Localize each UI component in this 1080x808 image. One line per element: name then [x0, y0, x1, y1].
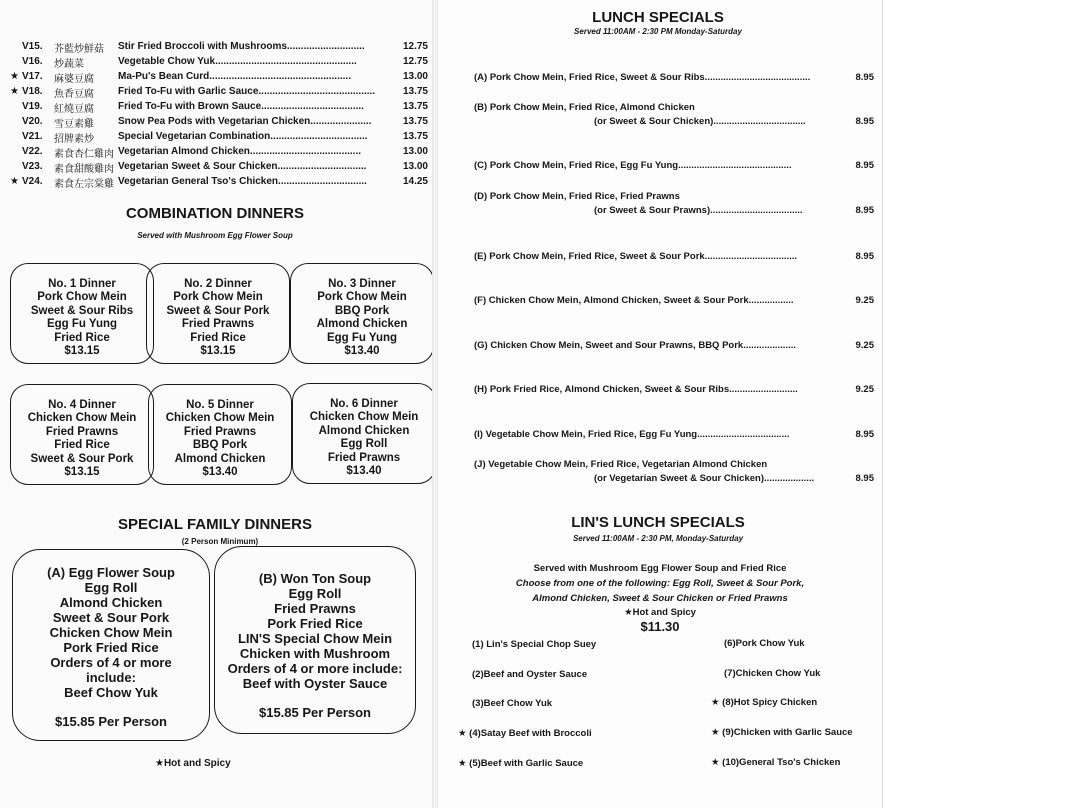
- combo-line: BBQ Pork: [192, 439, 248, 452]
- lunch-specials-subtitle: Served 11:00AM - 2:30 PM Monday-Saturday: [574, 27, 742, 36]
- dish-name: Special Vegetarian Combination...................................: [118, 131, 368, 142]
- list-item: [8, 176, 430, 191]
- combo-line: Fried Prawns: [183, 425, 257, 438]
- dish-price: 13.00: [402, 146, 428, 157]
- lins-served-with: Served with Mushroom Egg Flower Soup and Fried Rice: [533, 563, 787, 574]
- combo-card-1: [10, 263, 154, 364]
- combo-line: Fried Prawns: [327, 451, 401, 464]
- list-item: (7)Chicken Chow Yuk: [724, 668, 821, 679]
- dish-price: 13.00: [402, 161, 428, 172]
- family-line: Orders of 4 or more: [50, 655, 172, 670]
- combo-card-6: [292, 383, 432, 484]
- chinese-name: 紅燒豆腐: [54, 104, 94, 115]
- item-code: V18.: [22, 86, 43, 97]
- combo-price: $13.40: [346, 465, 382, 478]
- dish-price: 13.75: [402, 86, 428, 97]
- combo-line: Egg Roll: [340, 438, 388, 451]
- combo-line: Chicken Chow Mein: [27, 412, 137, 425]
- combo-line: Pork Chow Mein: [317, 291, 407, 304]
- combo-card-2: [146, 263, 290, 364]
- dish-name: Ma-Pu's Bean Curd...................................................: [118, 71, 351, 82]
- family-line: Pork Fried Rice: [63, 640, 159, 655]
- combo-line: BBQ Pork: [334, 304, 390, 317]
- lunch-item-text-line2: (or Vegetarian Sweet & Sour Chicken)...................: [594, 473, 815, 484]
- dish-name: Snow Pea Pods with Vegetarian Chicken......................: [118, 116, 372, 127]
- lunch-item-price: 9.25: [855, 295, 874, 306]
- chinese-name: 素食甜酸雞肉: [54, 164, 114, 175]
- family-line: Chicken Chow Mein: [49, 625, 173, 640]
- lunch-item-price: 9.25: [855, 384, 874, 395]
- left-menu-page: [0, 0, 432, 808]
- combo-card-4: [10, 384, 154, 485]
- list-item: [8, 41, 430, 56]
- family-line: Egg Roll: [288, 586, 342, 601]
- lins-lunch-specials-subtitle: Served 11:00AM - 2:30 PM, Monday-Saturday: [572, 534, 744, 543]
- chinese-name: 芥藍炒鮮菇: [54, 44, 104, 55]
- hot-spicy-star-icon: ★: [10, 71, 19, 82]
- item-code: V22.: [22, 146, 43, 157]
- chinese-name: 麻婆豆腐: [54, 74, 94, 85]
- dish-name: Vegetarian Almond Chicken........................................: [118, 146, 362, 157]
- list-item: (1) Lin's Special Chop Suey: [472, 639, 597, 650]
- combo-card-3: [290, 263, 432, 364]
- family-line: Beef Chow Yuk: [64, 685, 158, 700]
- dish-price: 14.25: [402, 176, 428, 187]
- vegetable-list: [8, 41, 430, 191]
- list-item: (6)Pork Chow Yuk: [724, 638, 805, 649]
- lins-price: $11.30: [640, 619, 680, 634]
- family-line: Pork Fried Rice: [267, 616, 363, 631]
- page-edge: [882, 0, 883, 808]
- dish-price: 12.75: [402, 56, 428, 67]
- lunch-item-text: (H) Pork Fried Rice, Almond Chicken, Sweet & Sour Ribs..........................: [474, 384, 798, 395]
- lunch-item-price: 8.95: [855, 116, 874, 127]
- dish-price: 13.75: [402, 101, 428, 112]
- combo-card-5: [148, 384, 292, 485]
- list-item: [8, 116, 430, 131]
- lunch-item-price: 8.95: [855, 205, 874, 216]
- lunch-item-price: 8.95: [855, 160, 874, 171]
- dish-name: Fried To-Fu with Brown Sauce.....................................: [118, 101, 364, 112]
- dish-name: Vegetarian Sweet & Sour Chicken................................: [118, 161, 367, 172]
- combo-price: $13.15: [64, 466, 100, 479]
- combo-line: Fried Prawns: [45, 425, 119, 438]
- lunch-item-text-line2: (or Sweet & Sour Prawns)...................................: [594, 205, 803, 216]
- combo-line: Fried Rice: [190, 331, 246, 344]
- item-code: V24.: [22, 176, 43, 187]
- chinese-name: 招牌素炒: [54, 134, 94, 145]
- right-menu-page: [438, 0, 882, 808]
- list-item: [8, 86, 430, 101]
- dish-name: Vegetarian General Tso's Chicken................................: [118, 176, 367, 187]
- list-item: (2)Beef and Oyster Sauce: [472, 669, 588, 680]
- combo-price: $13.40: [202, 466, 238, 479]
- family-line: Sweet & Sour Pork: [52, 610, 170, 625]
- family-line: Almond Chicken: [59, 595, 163, 610]
- lunch-specials-title: LUNCH SPECIALS: [592, 9, 724, 26]
- lunch-item-text: (F) Chicken Chow Mein, Almond Chicken, Sweet & Sour Pork.................: [474, 295, 794, 306]
- combo-line: Chicken Chow Mein: [309, 411, 419, 424]
- combo-price: $13.15: [200, 345, 236, 358]
- family-line: (B) Won Ton Soup: [258, 571, 372, 586]
- list-item: [8, 161, 430, 176]
- combo-price: $13.15: [64, 345, 100, 358]
- lunch-item-price: 8.95: [855, 473, 874, 484]
- lunch-item-text: (J) Vegetable Chow Mein, Fried Rice, Vegetarian Almond Chicken: [474, 459, 768, 470]
- dish-name: Stir Fried Broccoli with Mushrooms............................: [118, 41, 365, 52]
- combination-dinners-title: COMBINATION DINNERS: [125, 205, 305, 222]
- family-line: Orders of 4 or more include:: [227, 661, 403, 676]
- chinese-name: 素食杏仁雞肉: [54, 149, 114, 160]
- combo-line: Egg Fu Yung: [326, 331, 398, 344]
- item-code: V17.: [22, 71, 43, 82]
- list-item: ★ (10)General Tso's Chicken: [711, 757, 841, 768]
- hot-spicy-star-icon: ★: [10, 176, 19, 187]
- list-item: [8, 131, 430, 146]
- combo-line: Almond Chicken: [174, 452, 266, 465]
- hot-spicy-legend: ★Hot and Spicy: [155, 758, 231, 769]
- chinese-name: 素食左宗棠雞: [54, 179, 114, 190]
- lunch-item-text: (I) Vegetable Chow Mein, Fried Rice, Egg Fu Yung...................................: [474, 429, 790, 440]
- family-line: Fried Prawns: [274, 601, 356, 616]
- combo-line: No. 6 Dinner: [330, 398, 398, 410]
- family-dinner-b: [214, 546, 416, 734]
- lunch-item-text: (E) Pork Chow Mein, Fried Rice, Sweet & Sour Pork...................................: [474, 251, 798, 262]
- family-price: $15.85 Per Person: [258, 705, 372, 720]
- family-dinner-a: [12, 549, 210, 741]
- family-line: (A) Egg Flower Soup: [47, 565, 175, 580]
- list-item: (3)Beef Chow Yuk: [472, 698, 553, 709]
- lunch-item-text: (A) Pork Chow Mein, Fried Rice, Sweet & Sour Ribs........................................: [474, 72, 811, 83]
- lins-choose-line-1: Choose from one of the following: Egg Roll, Sweet & Sour Pork,: [515, 578, 805, 589]
- dish-price: 12.75: [402, 41, 428, 52]
- family-line: Egg Roll: [84, 580, 138, 595]
- combo-price: $13.40: [344, 345, 380, 358]
- lunch-item-text: (B) Pork Chow Mein, Fried Rice, Almond Chicken: [474, 102, 695, 113]
- list-item: [8, 56, 430, 71]
- lunch-item-price: 8.95: [855, 429, 874, 440]
- combo-line: Fried Rice: [54, 331, 110, 344]
- family-line: include:: [86, 670, 136, 685]
- combo-line: No. 2 Dinner: [184, 278, 252, 290]
- item-code: V20.: [22, 116, 43, 127]
- combo-line: No. 5 Dinner: [186, 399, 254, 411]
- chinese-name: 魚香豆腐: [54, 89, 94, 100]
- lins-hot-spicy-legend: ★Hot and Spicy: [624, 607, 696, 618]
- combo-line: Sweet & Sour Pork: [30, 452, 134, 465]
- hot-spicy-star-icon: ★: [10, 86, 19, 97]
- dish-price: 13.75: [402, 131, 428, 142]
- lunch-item-price: 9.25: [855, 340, 874, 351]
- combo-line: Almond Chicken: [316, 318, 408, 331]
- family-dinners-title: SPECIAL FAMILY DINNERS: [118, 516, 312, 533]
- combo-line: Almond Chicken: [318, 424, 410, 437]
- item-code: V21.: [22, 131, 43, 142]
- lunch-item-text: (C) Pork Chow Mein, Fried Rice, Egg Fu Yung...........................................: [474, 160, 792, 171]
- list-item: ★ (9)Chicken with Garlic Sauce: [711, 727, 853, 738]
- family-line: LIN'S Special Chow Mein: [237, 631, 393, 646]
- list-item: [8, 101, 430, 116]
- dish-name: Vegetable Chow Yuk...................................................: [118, 56, 357, 67]
- combo-line: Egg Fu Yung: [46, 318, 118, 331]
- item-code: V23.: [22, 161, 43, 172]
- combo-line: Sweet & Sour Ribs: [30, 304, 134, 317]
- list-item: ★ (8)Hot Spicy Chicken: [711, 697, 818, 708]
- combo-line: Chicken Chow Mein: [165, 412, 275, 425]
- combo-line: Pork Chow Mein: [37, 291, 127, 304]
- lunch-item-price: 8.95: [855, 72, 874, 83]
- lunch-item-price: 8.95: [855, 251, 874, 262]
- family-line: Beef with Oyster Sauce: [242, 676, 388, 691]
- list-item: ★ (4)Satay Beef with Broccoli: [458, 728, 592, 739]
- combo-line: No. 1 Dinner: [48, 278, 116, 290]
- combo-line: Fried Rice: [54, 439, 110, 452]
- combo-line: Sweet & Sour Pork: [166, 304, 270, 317]
- lunch-item-text: (D) Pork Chow Mein, Fried Rice, Fried Prawns: [474, 191, 680, 202]
- chinese-name: 炒蔬菜: [54, 59, 84, 70]
- list-item: [8, 146, 430, 161]
- combo-line: Pork Chow Mein: [173, 291, 263, 304]
- combo-line: No. 4 Dinner: [48, 399, 116, 411]
- combination-dinners-subtitle: Served with Mushroom Egg Flower Soup: [137, 231, 293, 240]
- lunch-item-text: (G) Chicken Chow Mein, Sweet and Sour Prawns, BBQ Pork....................: [474, 340, 796, 351]
- lins-lunch-specials-title: LIN'S LUNCH SPECIALS: [571, 514, 745, 531]
- list-item: [8, 71, 430, 86]
- dish-name: Fried To-Fu with Garlic Sauce..........................................: [118, 86, 376, 97]
- chinese-name: 雪豆素雞: [54, 119, 94, 130]
- family-line: Chicken with Mushroom: [239, 646, 391, 661]
- item-code: V19.: [22, 101, 43, 112]
- list-item: ★ (5)Beef with Garlic Sauce: [458, 758, 584, 769]
- item-code: V16.: [22, 56, 43, 67]
- lunch-item-text-line2: (or Sweet & Sour Chicken)...................................: [594, 116, 806, 127]
- item-code: V15.: [22, 41, 43, 52]
- dish-price: 13.75: [402, 116, 428, 127]
- combo-line: No. 3 Dinner: [328, 278, 396, 290]
- family-price: $15.85 Per Person: [54, 714, 168, 729]
- dish-price: 13.00: [402, 71, 428, 82]
- combo-line: Fried Prawns: [181, 318, 255, 331]
- family-dinners-subtitle: (2 Person Minimum): [181, 537, 259, 546]
- lins-choose-line-2: Almond Chicken, Sweet & Sour Chicken or Fried Prawns: [532, 593, 788, 604]
